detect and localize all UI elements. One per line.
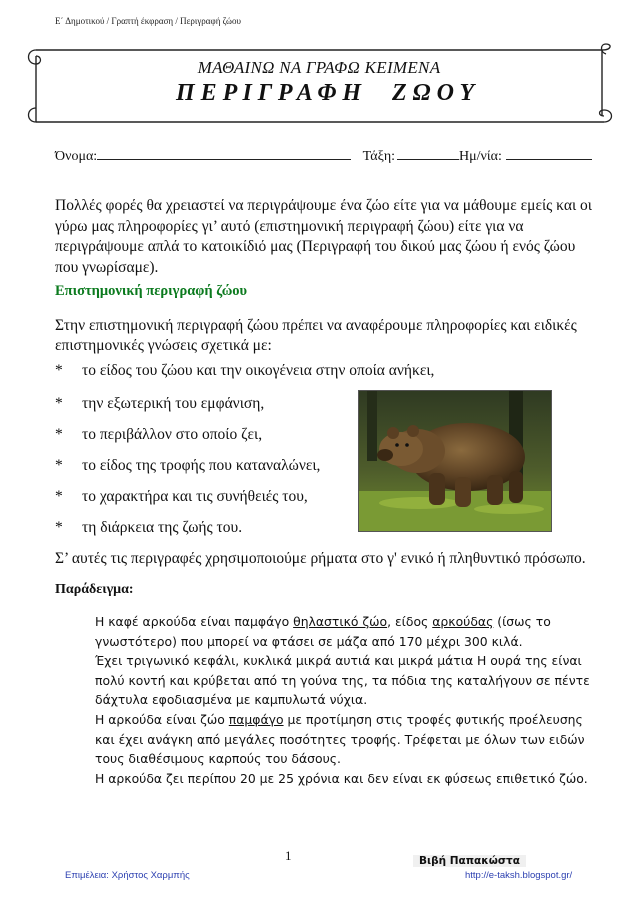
bear-photo bbox=[358, 390, 552, 532]
footer-url-link[interactable]: http://e-taksh.blogspot.gr/ bbox=[465, 870, 573, 881]
example-text bbox=[55, 612, 600, 788]
section-heading: Επιστημονική περιγραφή ζώου bbox=[55, 283, 248, 299]
example-paragraph-4: Η αρκούδα ζει περίπου 20 με 25 χρόνια και δεν είναι εκ φύσεως επιθετικό ζώο. bbox=[95, 770, 588, 786]
name-field[interactable] bbox=[97, 147, 351, 160]
example-paragraph-3: Η αρκούδα είναι ζώο παμφάγο με προτίμηση στις τροφές φυτικής προέλευσης και έχει ανάγκη από μεγάλες ποσότητες τροφής. Τρέφεται με όλων των ειδών τους διαθέσιμους καρπούς του δάσους. bbox=[95, 711, 585, 767]
student-info-line bbox=[55, 147, 590, 165]
list-item: * το χαρακτήρα και τις συνήθειές του, bbox=[55, 488, 308, 505]
bullet-star: * bbox=[55, 519, 63, 536]
bullet-star: * bbox=[55, 426, 63, 443]
class-label: Τάξη: bbox=[362, 149, 396, 164]
list-item: * το περιβάλλον στο οποίο ζει, bbox=[55, 426, 263, 443]
name-label: Όνομα: bbox=[55, 149, 98, 164]
example-paragraph-2: Έχει τριγωνικό κεφάλι, κυκλικά μικρά αυτιά και μικρά μάτια Η ουρά της είναι πολύ κοντή και κρύβεται από τη γούνα της, τα πόδια της καταλήγουν σε πέντε δάχτυλα εφοδιασμένα με καμπυλωτά νύχια. bbox=[95, 653, 590, 708]
bullet-star: * bbox=[55, 457, 63, 474]
page-number: 1 bbox=[285, 848, 292, 863]
list-item: * την εξωτερική του εμφάνιση, bbox=[55, 395, 265, 412]
intro-paragraph: Πολλές φορές θα χρειαστεί να περιγράψουμε ένα ζώο είτε για να μάθουμε εμείς και οι γύρω μας πληροφορίες γι’ αυτό (επιστημονική περιγραφή ζώου) είτε για να περιγράψουμε απλά το κατοικίδιό μας (Περιγραφή του δικού μας ζώου ή ενός ζώου που γνωρίσαμε). bbox=[55, 197, 592, 276]
section-paragraph: Στην επιστημονική περιγραφή ζώου πρέπει να αναφέρουμε πληροφορίες και ειδικές επιστημονικές γνώσεις σχετικά με: bbox=[55, 317, 577, 354]
bullet-star: * bbox=[55, 395, 63, 412]
example-paragraph-1: Η καφέ αρκούδα είναι παμφάγο θηλαστικό ζώο, είδος αρκούδας (ίσως το γνωστότερο) που μπορεί να φτάσει σε μάζα από 170 μέχρι 300 κιλά. bbox=[95, 614, 551, 649]
class-field[interactable] bbox=[397, 147, 459, 160]
page-title bbox=[176, 80, 486, 107]
title-word-perigrafi: Π Ε Ρ Ι Γ Ρ Α Φ Η bbox=[176, 80, 362, 106]
example-heading: Παράδειγμα: bbox=[55, 582, 134, 597]
running-head: Ε΄ Δημοτικού / Γραπτή έκφραση / Περιγραφή ζώου bbox=[55, 16, 241, 26]
date-field[interactable] bbox=[506, 147, 592, 160]
date-label: Ημ/νία: bbox=[459, 149, 502, 164]
footer-editor: Επιμέλεια: Χρήστος Χαρμπής bbox=[65, 870, 190, 881]
list-item: * τη διάρκεια της ζωής του. bbox=[55, 519, 243, 536]
bullet-star: * bbox=[55, 488, 63, 505]
title-word-zoou: Ζ Ω Ο Υ bbox=[392, 80, 475, 106]
bullet-star: * bbox=[55, 362, 63, 379]
list-item: * το είδος της τροφής που καταναλώνει, bbox=[55, 457, 321, 474]
list-item: * το είδος του ζώου και την οικογένεια στην οποία ανήκει, bbox=[55, 362, 435, 379]
series-title: ΜΑΘΑΙΝΩ ΝΑ ΓΡΑΦΩ ΚΕΙΜΕΝΑ bbox=[197, 58, 441, 77]
author-name: Βιβή Παπακώστα bbox=[413, 855, 526, 867]
summary-sentence: Σ’ αυτές τις περιγραφές χρησιμοποιούμε ρήματα στο γ' ενικό ή πληθυντικό πρόσωπο. bbox=[55, 550, 586, 567]
